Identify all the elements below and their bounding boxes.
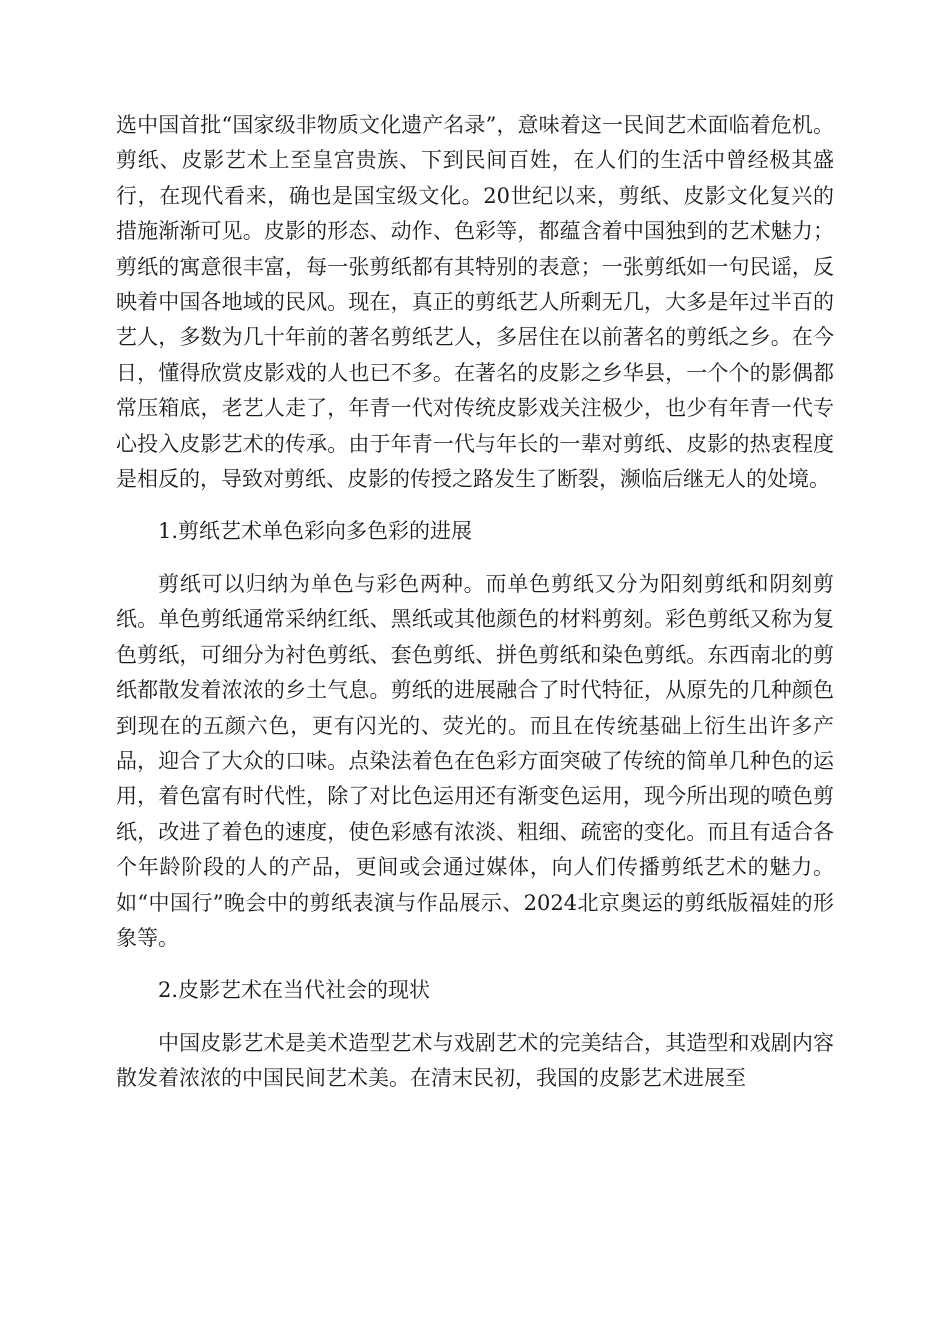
section-heading-shadow-puppetry-status: 2.皮影艺术在当代社会的现状 — [158, 978, 431, 1003]
paragraph-spacer — [116, 956, 834, 973]
paragraph-continuation: 选中国首批“国家级非物质文化遗产名录”，意味着这一民间艺术面临着危机。剪纸、皮影艺术上至皇宫贵族、下到民间百姓，在人们的生活中曾经极其盛行，在现代看来，确也是国宝级文化。20世纪以来，剪纸、皮影文化复兴的措施渐渐可见。皮影的形态、动作、色彩等，都蕴含着中国独到的艺术魅力；剪纸的寓意很丰富，每一张剪纸都有其特别的表意；一张剪纸如一句民谣，反映着中国各地域的民风。现在，真正的剪纸艺人所剩无几，大多是年过半百的艺人，多数为几十年前的著名剪纸艺人，多居住在以前著名的剪纸之乡。在今日，懂得欣赏皮影戏的人也已不多。在著名的皮影之乡华县，一个个的影偶都常压箱底，老艺人走了，年青一代对传统皮影戏关注极少，也少有年青一代专心投入皮影艺术的传承。由于年青一代与年长的一辈对剪纸、皮影的热衷程度是相反的，导致对剪纸、皮影的传授之路发生了断裂，濒临后继无人的处境。 — [116, 113, 834, 492]
paragraph-spacer — [116, 1009, 834, 1026]
paragraph-shadow-puppetry-status: 中国皮影艺术是美术造型艺术与戏剧艺术的完美结合，其造型和戏剧内容散发着浓浓的中国民间艺术美。在清末民初，我国的皮影艺术进展至 — [116, 1030, 834, 1091]
section-heading-paper-cutting-color: 1.剪纸艺术单色彩向多色彩的进展 — [158, 519, 473, 544]
paragraph-paper-cutting-color: 剪纸可以归纳为单色与彩色两种。而单色剪纸又分为阳刻剪纸和阴刻剪纸。单色剪纸通常采纳红纸、黑纸或其他颜色的材料剪刻。彩色剪纸又称为复色剪纸，可细分为衬色剪纸、套色剪纸、拼色剪纸和染色剪纸。东西南北的剪纸都散发着浓浓的乡土气息。剪纸的进展融合了时代特征，从原先的几种颜色到现在的五颜六色，更有闪光的、荧光的。而且在传统基础上衍生出许多产品，迎合了大众的口味。点染法着色在色彩方面突破了传统的简单几种色的运用，着色富有时代性，除了对比色运用还有渐变色运用，现今所出现的喷色剪纸，改进了着色的速度，使色彩感有浓淡、粗细、疏密的变化。而且有适合各个年龄阶段的人的产品，更间或会通过媒体，向人们传播剪纸艺术的魅力。如“中国行”晚会中的剪纸表演与作品展示、2024北京奥运的剪纸版福娃的形象等。 — [116, 571, 834, 950]
paragraph-spacer — [116, 550, 834, 567]
document-body — [116, 108, 834, 1097]
paragraph-spacer — [116, 497, 834, 514]
